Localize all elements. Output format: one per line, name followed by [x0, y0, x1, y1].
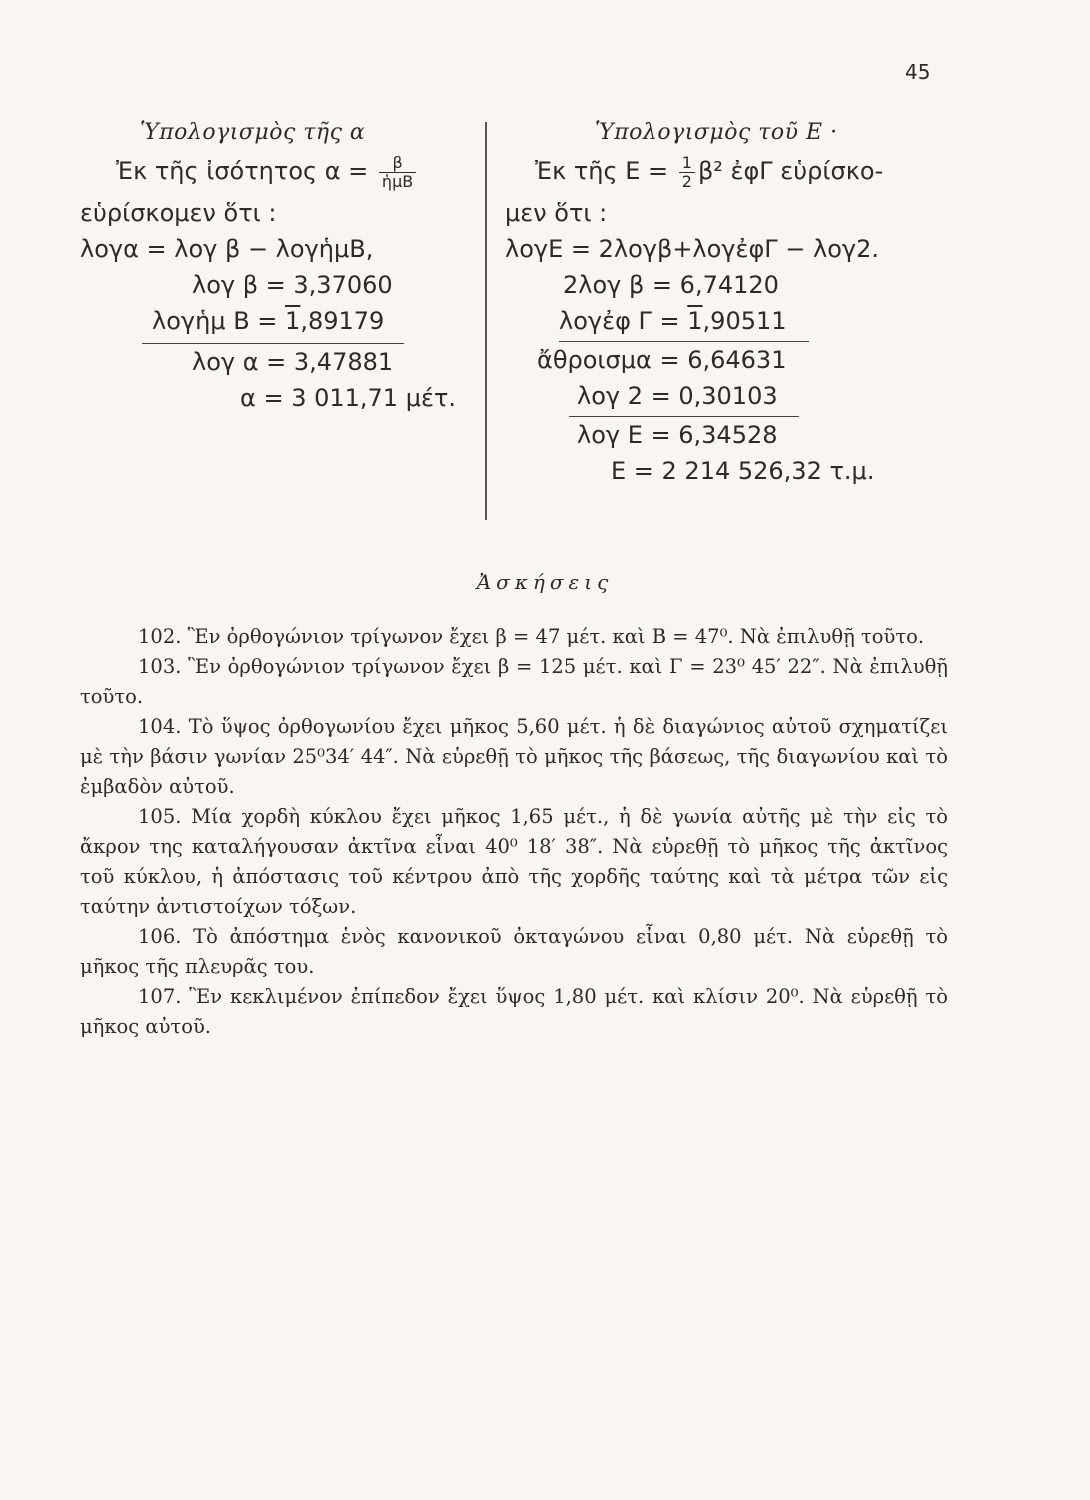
right-logE: λογ Ε = 6,34528 — [577, 420, 778, 449]
right-result-E: Ε = 2 214 526,32 τ.μ. — [611, 456, 875, 485]
left-calculation — [80, 120, 480, 416]
beta-over-sinB-fraction: $\frac{\beta}{\text{ἡμΒ}}$ — [379, 154, 416, 191]
right-sum: ἄθροισμα = 6,64631 — [537, 345, 787, 374]
exercise-item: 103. Ἓν ὀρθογώνιον τρίγωνον ἔχει β = 125 μέτ. καὶ Γ = 23⁰ 45′ 22″. Νὰ ἐπιλυθῇ τοῦτο. — [80, 655, 948, 708]
right-heading: Ὑπολογισμὸς τοῦ Ε · — [595, 120, 838, 145]
left-result-a: α = 3 011,71 μέτ. — [240, 383, 457, 412]
left-heading: Ὑπολογισμὸς τῆς α — [140, 120, 366, 145]
exercises-list — [80, 622, 948, 1042]
right-find: μεν ὅτι : — [505, 198, 608, 227]
exercise-item: 106. Τὸ ἀπόστημα ἑνὸς κανονικοῦ ὀκταγώνου εἶναι 0,80 μέτ. Νὰ εὑρεθῇ τὸ μῆκος τῆς πλευρᾶς του. — [80, 925, 948, 978]
exercise-item: 104. Τὸ ὕψος ὀρθογωνίου ἔχει μῆκος 5,60 μέτ. ἡ δὲ διαγώνιος αὐτοῦ σχηματίζει μὲ τὴν βάσιν γωνίαν 25⁰34′ 44″. Νὰ εὑρεθῇ τὸ μῆκος τῆς βάσεως, τῆς διαγωνίου καὶ τὸ ἐμβαδὸν αὐτοῦ. — [80, 715, 948, 798]
right-log-formula: λογΕ = 2λογβ+λογἐφΓ − λογ2. — [505, 234, 880, 263]
left-logsinB: λογἡμ Β = 1,89179 — [152, 306, 385, 335]
exercise-item: 102. Ἓν ὀρθογώνιον τρίγωνον ἔχει β = 47 μέτ. καὶ Β = 47⁰. Νὰ ἐπιλυθῇ τοῦτο. — [138, 625, 925, 648]
left-loga: λογ α = 3,47881 — [192, 347, 394, 376]
exercise-item: 107. Ἓν κεκλιμένον ἐπίπεδον ἔχει ὕψος 1,80 μέτ. καὶ κλίσιν 20⁰. Νὰ εὑρεθῇ τὸ μῆκος αὐτοῦ. — [80, 985, 948, 1038]
one-half-fraction: $\frac{1}{2}$ — [679, 154, 695, 191]
exercise-item: 105. Μία χορδὴ κύκλου ἔχει μῆκος 1,65 μέτ., ἡ δὲ γωνία αὐτῆς μὲ τὴν εἰς τὸ ἄκρον της καταλήγουσαν ἀκτῖνα εἶναι 40⁰ 18′ 38″. Νὰ εὑρεθῇ τὸ μῆκος τῆς ἀκτῖνος τοῦ κύκλου, ἡ ἀπόστασις τοῦ κέντρου ἀπὸ τῆς χορδῆς ταύτης καὶ τὰ μέτρα τῶν εἰς ταύτην ἀντιστοίχων τόξων. — [80, 805, 948, 918]
right-log2: λογ 2 = 0,30103 — [577, 381, 778, 410]
page-number: 45 — [905, 60, 931, 84]
left-find: εὑρίσκομεν ὅτι : — [80, 198, 277, 227]
right-calculation — [505, 120, 975, 489]
left-log-formula: λογα = λογ β − λογἡμΒ, — [80, 234, 374, 263]
right-2logb: 2λογ β = 6,74120 — [563, 270, 779, 299]
right-logtanG: λογἐφ Γ = 1,90511 — [559, 306, 787, 335]
right-intro: Ἐκ τῆς Ε = $\frac{1}{2}$ β² ἐφΓ εὑρίσκο- — [535, 152, 884, 191]
column-divider — [485, 122, 487, 520]
left-intro: Ἐκ τῆς ἰσότητος α = $\frac{\beta}{\text{ἡμΒ}}$ — [80, 153, 480, 191]
left-logb: λογ β = 3,37060 — [192, 270, 393, 299]
exercises-title: Ἀσκήσεις — [476, 570, 614, 594]
